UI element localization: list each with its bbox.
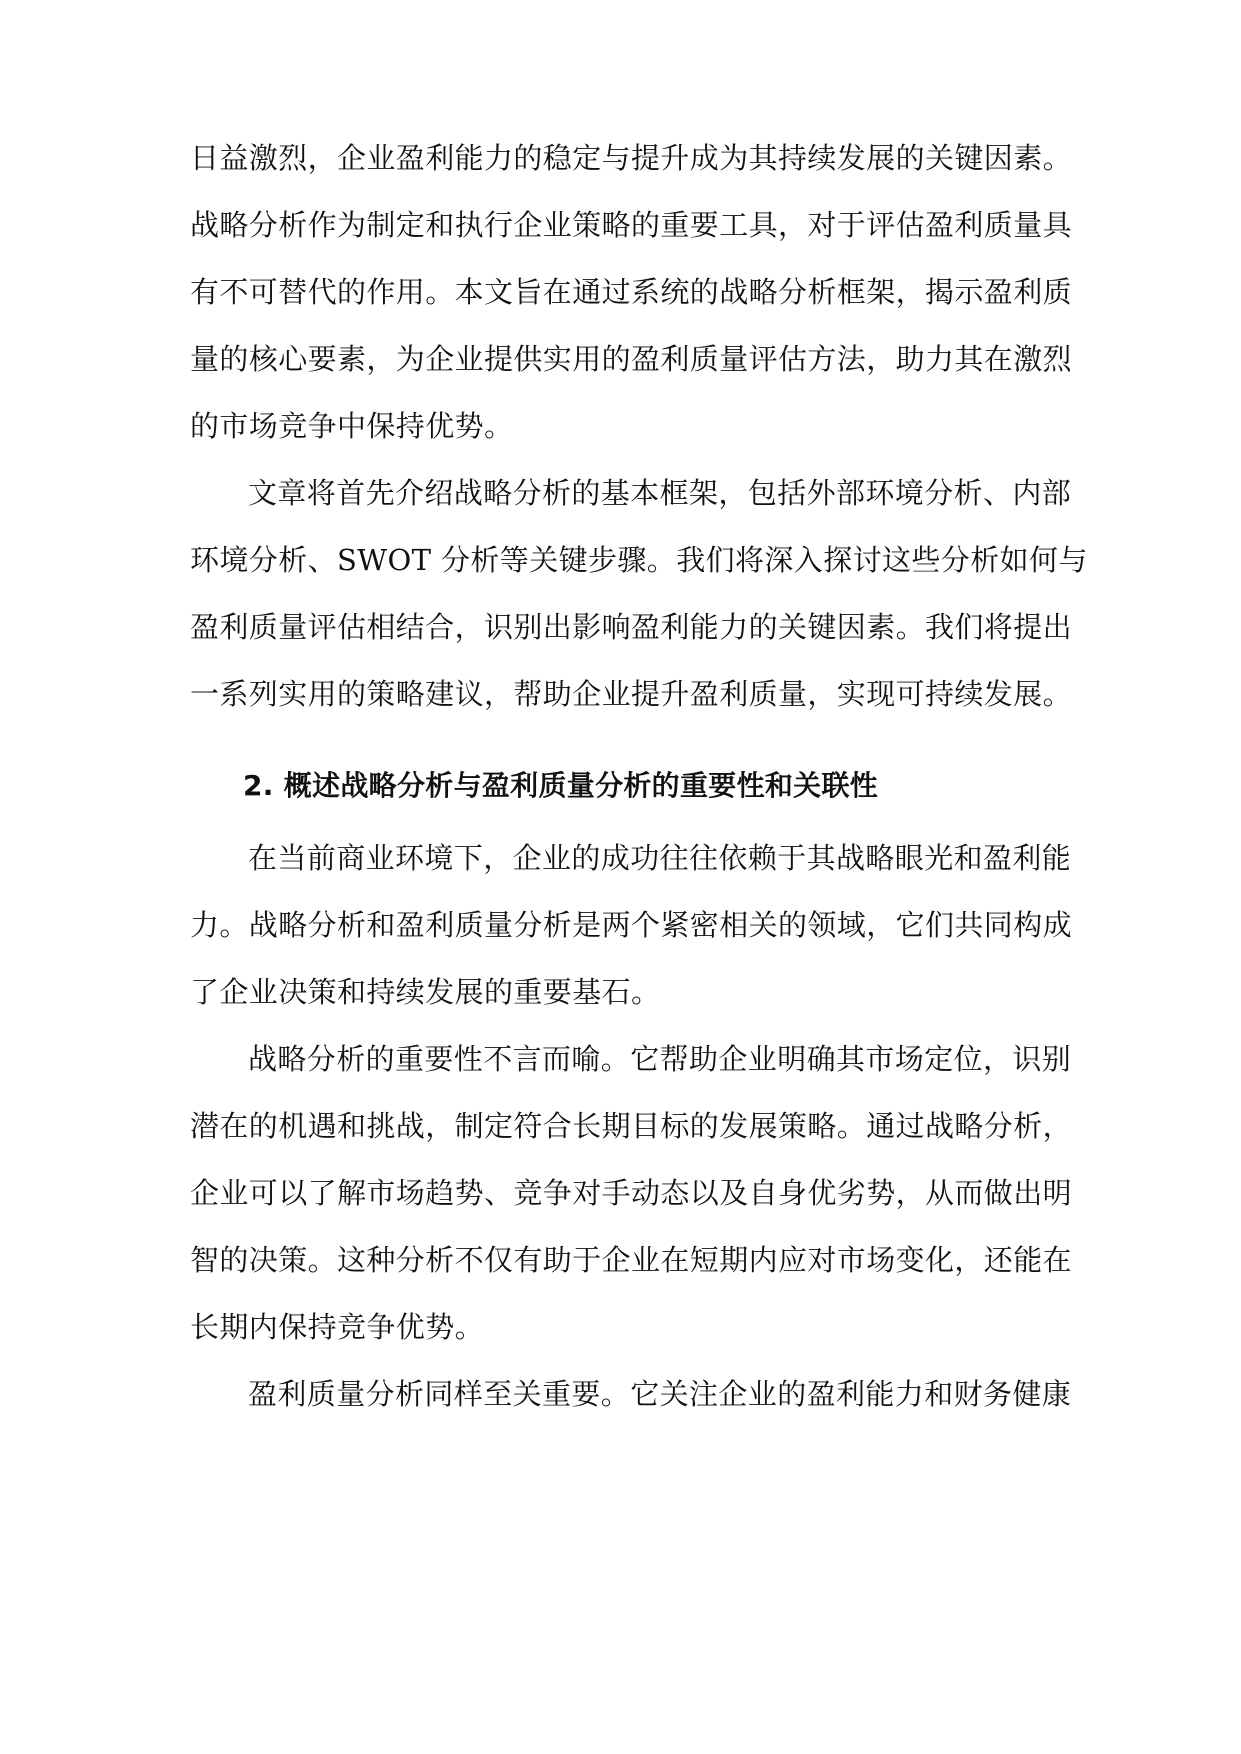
section-heading: 2. 概述战略分析与盈利质量分析的重要性和关联性 (243, 769, 879, 802)
text-line: 文章将首先介绍战略分析的基本框架，包括外部环境分析、内部 (248, 476, 1072, 510)
text-line: 长期内保持竞争优势。 (190, 1310, 485, 1344)
text-line: 在当前商业环境下，企业的成功往往依赖于其战略眼光和盈利能 (248, 841, 1072, 875)
text-line: 量的核心要素，为企业提供实用的盈利质量评估方法，助力其在激烈 (190, 342, 1073, 376)
text-line: 盈利质量评估相结合，识别出影响盈利能力的关键因素。我们将提出 (190, 610, 1073, 644)
text-line: 战略分析作为制定和执行企业策略的重要工具，对于评估盈利质量具 (190, 208, 1073, 242)
text-line: 了企业决策和持续发展的重要基石。 (190, 975, 661, 1009)
text-line: 力。战略分析和盈利质量分析是两个紧密相关的领域，它们共同构成 (190, 908, 1073, 942)
text-line: 日益激烈，企业盈利能力的稳定与提升成为其持续发展的关键因素。 (190, 141, 1073, 175)
text-line: 环境分析、SWOT 分析等关键步骤。我们将深入探讨这些分析如何与 (190, 543, 1088, 577)
text-line: 有不可替代的作用。本文旨在通过系统的战略分析框架，揭示盈利质 (190, 275, 1073, 309)
text-line: 潜在的机遇和挑战，制定符合长期目标的发展策略。通过战略分析， (190, 1109, 1073, 1143)
text-line: 一系列实用的策略建议，帮助企业提升盈利质量，实现可持续发展。 (190, 677, 1073, 711)
text-line: 盈利质量分析同样至关重要。它关注企业的盈利能力和财务健康 (248, 1377, 1072, 1411)
text-line: 的市场竞争中保持优势。 (190, 409, 514, 443)
text-line: 战略分析的重要性不言而喻。它帮助企业明确其市场定位，识别 (248, 1042, 1072, 1076)
text-line: 智的决策。这种分析不仅有助于企业在短期内应对市场变化，还能在 (190, 1243, 1073, 1277)
text-line: 企业可以了解市场趋势、竞争对手动态以及自身优劣势，从而做出明 (190, 1176, 1073, 1210)
